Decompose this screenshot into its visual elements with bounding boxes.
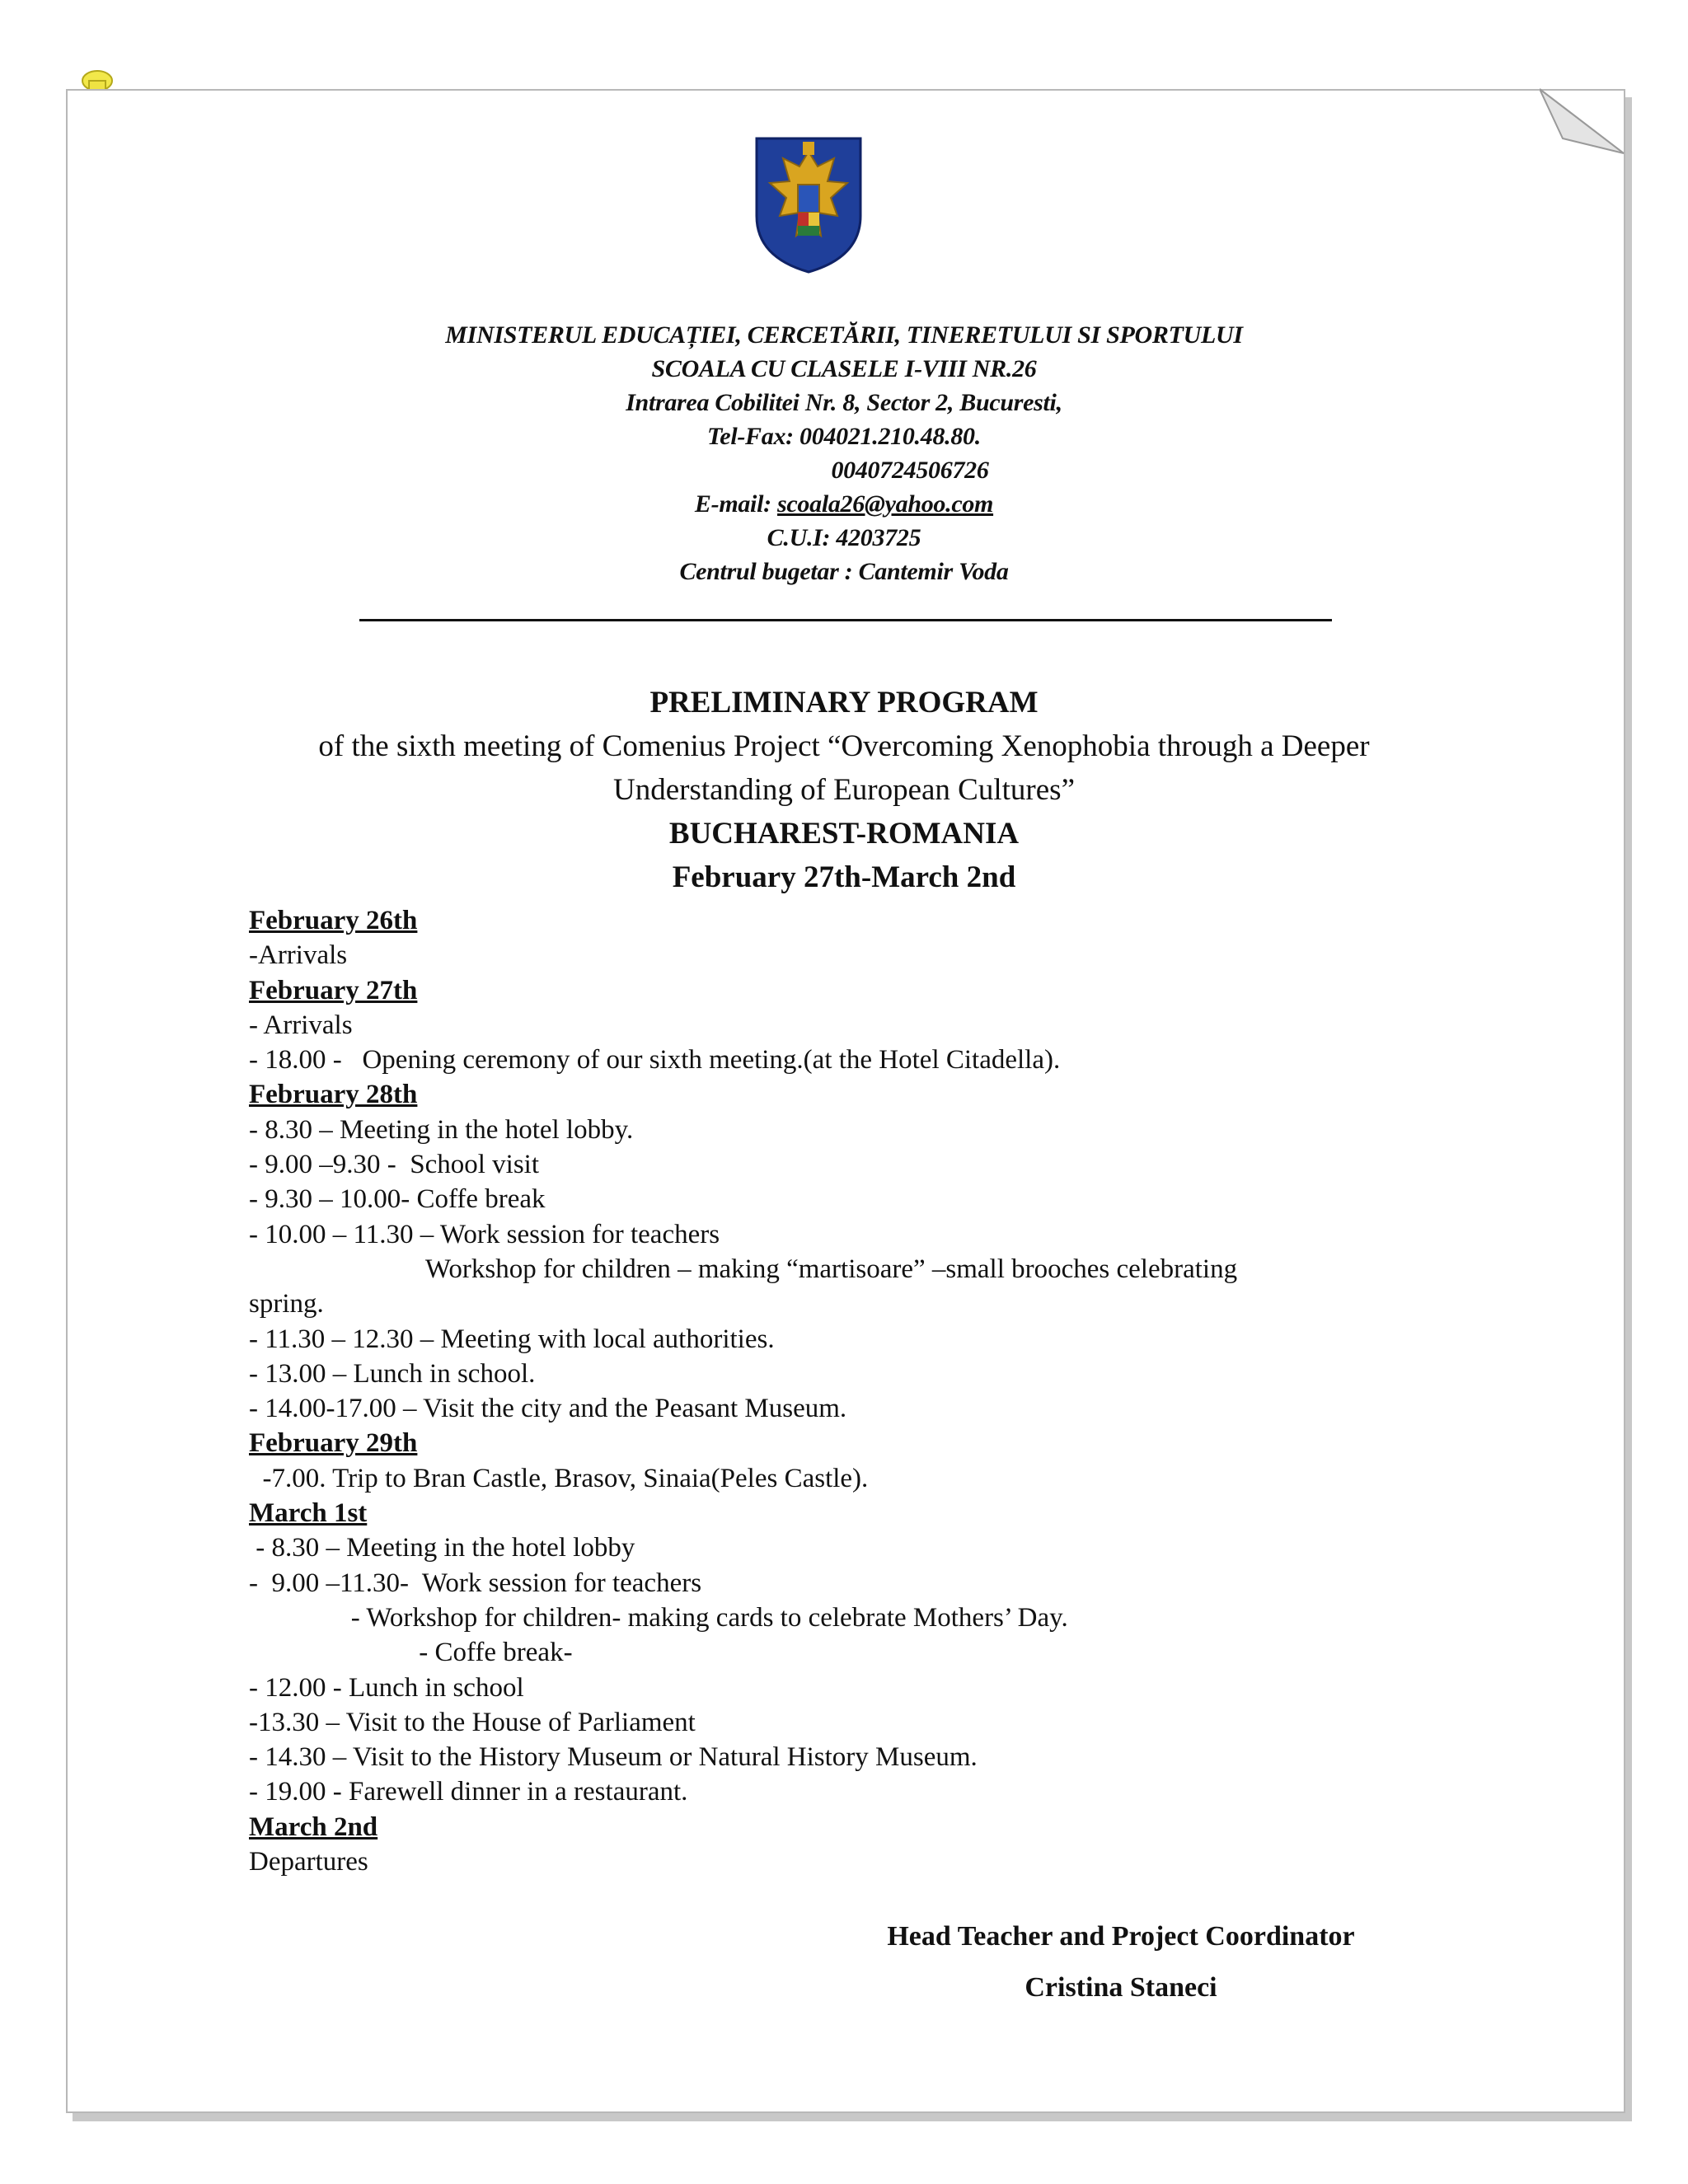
schedule-item: - 8.30 – Meeting in the hotel lobby. bbox=[249, 1114, 634, 1145]
page-curl-icon bbox=[1540, 87, 1625, 155]
schedule-item: - 13.00 – Lunch in school. bbox=[249, 1358, 536, 1389]
romanian-coat-of-arms-icon bbox=[750, 134, 867, 275]
email-link[interactable]: scoala26@yahoo.com bbox=[777, 490, 994, 518]
day-heading: March 2nd bbox=[249, 1811, 378, 1842]
cui-code: C.U.I: 4203725 bbox=[767, 524, 921, 551]
schedule-item: - 9.30 – 10.00- Coffe break bbox=[249, 1184, 546, 1215]
schedule-item: - 18.00 - Opening ceremony of our sixth meeting.(at the Hotel Citadella). bbox=[249, 1045, 1061, 1076]
schedule-item: spring. bbox=[249, 1289, 324, 1319]
schedule-item: - 11.30 – 12.30 – Meeting with local authorities. bbox=[249, 1324, 775, 1354]
schedule-item: - 14.30 – Visit to the History Museum or Natural History Museum. bbox=[249, 1742, 978, 1773]
program-subtitle-line1: of the sixth meeting of Comenius Project “Overcoming Xenophobia through a Deeper bbox=[318, 729, 1370, 763]
schedule-item: - 19.00 - Farewell dinner in a restaurant. bbox=[249, 1777, 688, 1807]
schedule-item: -7.00. Trip to Bran Castle, Brasov, Sinaia(Peles Castle). bbox=[249, 1463, 869, 1493]
schedule-item: Departures bbox=[249, 1847, 368, 1877]
email-label: E-mail: bbox=[694, 490, 778, 518]
signatory-role: Head Teacher and Project Coordinator bbox=[887, 1921, 1355, 1952]
schedule-item: - 9.00 –9.30 - School visit bbox=[249, 1150, 539, 1180]
day-heading: February 27th bbox=[249, 975, 418, 1005]
budget-center: Centrul bugetar : Cantemir Voda bbox=[679, 558, 1009, 585]
schedule-item: - Coffe break- bbox=[249, 1638, 573, 1668]
schedule-item: - 8.30 – Meeting in the hotel lobby bbox=[249, 1533, 635, 1563]
schedule-item: -Arrivals bbox=[249, 940, 348, 971]
schedule-item: - 10.00 – 11.30 – Work session for teachers bbox=[249, 1219, 720, 1249]
phone-number: 0040724506726 bbox=[831, 457, 989, 484]
day-heading: February 28th bbox=[249, 1080, 418, 1110]
tel-fax: Tel-Fax: 004021.210.48.80. bbox=[707, 423, 981, 450]
program-location: BUCHAREST-ROMANIA bbox=[668, 817, 1020, 851]
header-divider bbox=[359, 619, 1332, 621]
ministry-name: MINISTERUL EDUCAȚIEI, CERCETĂRII, TINERETULUI SI SPORTULUI bbox=[445, 321, 1243, 349]
schedule bbox=[249, 903, 1452, 1879]
day-heading: February 29th bbox=[249, 1428, 418, 1459]
day-heading: March 1st bbox=[249, 1498, 368, 1529]
program-subtitle-line2: Understanding of European Cultures” bbox=[613, 773, 1075, 807]
schedule-item: - 12.00 - Lunch in school bbox=[249, 1672, 524, 1703]
schedule-item: - Workshop for children- making cards to celebrate Mothers’ Day. bbox=[249, 1602, 1068, 1633]
program-heading: PRELIMINARY PROGRAM bbox=[649, 686, 1039, 719]
day-heading: February 26th bbox=[249, 906, 418, 935]
signature-block bbox=[824, 1917, 1418, 2008]
school-name: SCOALA CU CLASELE I-VIII NR.26 bbox=[651, 355, 1037, 382]
schedule-item: Workshop for children – making “martisoare” –small brooches celebrating bbox=[249, 1254, 1238, 1284]
schedule-item: - 14.00-17.00 – Visit the city and the Peasant Museum. bbox=[249, 1394, 847, 1424]
school-address: Intrarea Cobilitei Nr. 8, Sector 2, Bucuresti, bbox=[626, 389, 1062, 416]
schedule-item: -13.30 – Visit to the House of Parliament bbox=[249, 1707, 696, 1737]
school-letterhead bbox=[247, 318, 1441, 588]
schedule-item: - Arrivals bbox=[249, 1010, 353, 1040]
program-title-block bbox=[214, 681, 1474, 899]
signatory-name: Cristina Staneci bbox=[1025, 1972, 1217, 2003]
email-line bbox=[247, 487, 1441, 521]
program-dates: February 27th-March 2nd bbox=[672, 860, 1016, 894]
schedule-item: - 9.00 –11.30- Work session for teachers bbox=[249, 1568, 702, 1598]
